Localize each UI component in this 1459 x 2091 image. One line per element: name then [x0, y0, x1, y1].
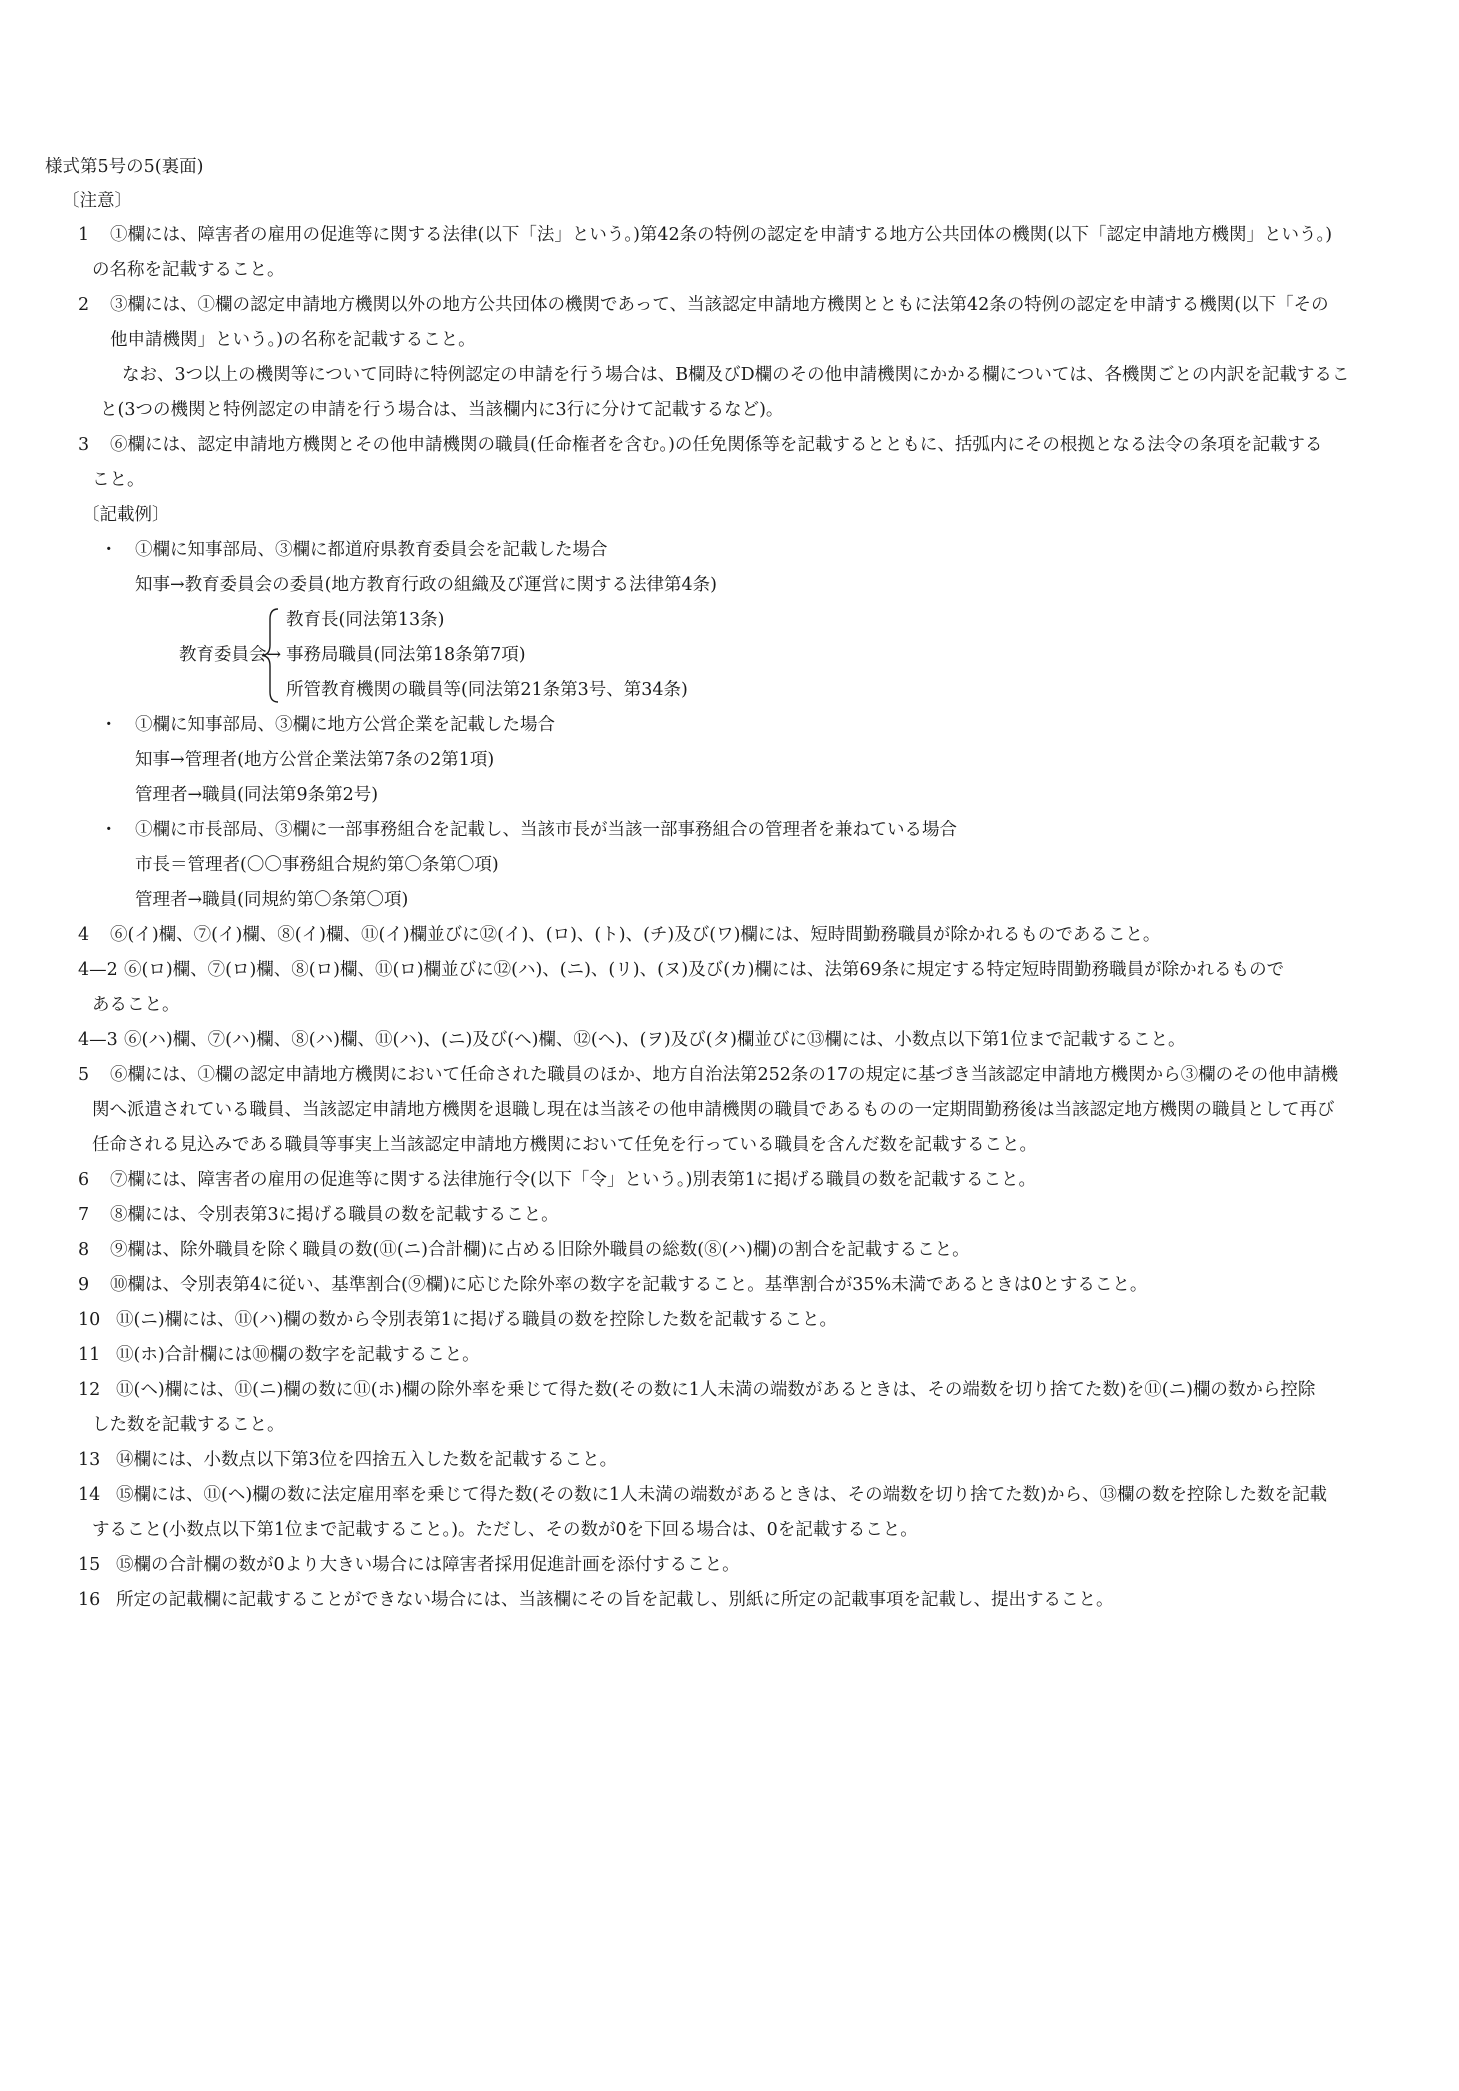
note-6	[0, 1163, 1459, 1198]
note-text: ⑪(ヘ)欄には、⑪(ニ)欄の数に⑪(ホ)欄の除外率を乗じて得た数(その数に1人未満の端数があるときは、その端数を切り捨てた数)を⑪(ニ)欄の数から控除	[116, 1380, 1316, 1400]
note-text: ⑪(ホ)合計欄には⑩欄の数字を記載すること。	[116, 1345, 480, 1365]
example-line: 知事→教育委員会の委員(地方教育行政の組織及び運営に関する法律第4条)	[135, 575, 717, 595]
note-text: 他申請機関」という。)の名称を記載すること。	[110, 330, 476, 350]
brace-item: 所管教育機関の職員等(同法第21条第3号、第34条)	[286, 680, 688, 700]
note-text: ⑥(イ)欄、⑦(イ)欄、⑧(イ)欄、⑪(イ)欄並びに⑫(イ)、(ロ)、(ト)、(チ)及び(ワ)欄には、短時間勤務職員が除かれるものであること。	[110, 925, 1161, 945]
note-number: 4—2	[78, 960, 118, 980]
brace-item: 事務局職員(同法第18条第7項)	[286, 645, 526, 665]
note-number: 14	[78, 1485, 101, 1505]
note-text: ⑥(ロ)欄、⑦(ロ)欄、⑧(ロ)欄、⑪(ロ)欄並びに⑫(ハ)、(ニ)、(リ)、(ヌ)及び(カ)欄には、法第69条に規定する特定短時間勤務職員が除かれるもので	[124, 960, 1285, 980]
example-block	[0, 498, 1459, 918]
note-text: ⑭欄には、小数点以下第3位を四捨五入した数を記載すること。	[116, 1450, 618, 1470]
note-number: 9	[78, 1275, 90, 1295]
note-9	[0, 1268, 1459, 1303]
note-text: した数を記載すること。	[92, 1415, 285, 1435]
example-item-2	[0, 708, 1459, 813]
note-text: ⑨欄は、除外職員を除く職員の数(⑪(ニ)合計欄)に占める旧除外職員の総数(⑧(ハ)欄)の割合を記載すること。	[110, 1240, 970, 1260]
note-13	[0, 1443, 1459, 1478]
example-line: 管理者→職員(同規約第〇条第〇項)	[135, 890, 409, 910]
note-text: ⑥(ハ)欄、⑦(ハ)欄、⑧(ハ)欄、⑪(ハ)、(ニ)及び(ヘ)欄、⑫(ヘ)、(ヲ)及び(タ)欄並びに⑬欄には、小数点以下第1位まで記載すること。	[124, 1030, 1186, 1050]
note-number: 4—3	[78, 1030, 118, 1050]
note-4-3	[0, 1023, 1459, 1058]
notes-heading: 〔注意〕	[62, 191, 132, 211]
example-line: 市長＝管理者(〇〇事務組合規約第〇条第〇項)	[135, 855, 499, 875]
note-number: 3	[78, 435, 90, 455]
form-title: 様式第5号の5(裏面)	[45, 157, 204, 177]
note-number: 5	[78, 1065, 90, 1085]
note-2	[0, 288, 1459, 428]
note-number: 7	[78, 1205, 90, 1225]
note-text: 所定の記載欄に記載することができない場合には、当該欄にその旨を記載し、別紙に所定の記載事項を記載し、提出すること。	[116, 1590, 1114, 1610]
note-number: 1	[78, 225, 90, 245]
note-number: 16	[78, 1590, 101, 1610]
note-1	[0, 218, 1459, 288]
note-text: ⑮欄の合計欄の数が0より大きい場合には障害者採用促進計画を添付すること。	[116, 1555, 740, 1575]
note-text: こと。	[92, 470, 145, 490]
note-text: すること(小数点以下第1位まで記載すること。)。ただし、その数が0を下回る場合は、0を記載すること。	[92, 1520, 918, 1540]
note-4-2	[0, 953, 1459, 1023]
bullet-icon: ・	[100, 540, 118, 560]
example-item-1	[0, 533, 1459, 603]
note-11	[0, 1338, 1459, 1373]
note-number: 12	[78, 1380, 101, 1400]
curly-brace-icon	[258, 603, 284, 708]
note-16	[0, 1583, 1459, 1618]
brace-items	[286, 603, 688, 708]
brace-label: 教育委員会→	[179, 645, 282, 665]
note-number: 6	[78, 1170, 90, 1190]
note-text: あること。	[92, 995, 180, 1015]
note-8	[0, 1233, 1459, 1268]
note-text: ⑪(ニ)欄には、⑪(ハ)欄の数から令別表第1に掲げる職員の数を控除した数を記載すること。	[116, 1310, 837, 1330]
note-text: 任命される見込みである職員等事実上当該認定申請地方機関において任免を行っている職員を含んだ数を記載すること。	[92, 1135, 1037, 1155]
note-12	[0, 1373, 1459, 1443]
note-text: ③欄には、①欄の認定申請地方機関以外の地方公共団体の機関であって、当該認定申請地方機関とともに法第42条の特例の認定を申請する機関(以下「その	[110, 295, 1329, 315]
note-10	[0, 1303, 1459, 1338]
note-14	[0, 1478, 1459, 1548]
note-number: 15	[78, 1555, 101, 1575]
note-number: 13	[78, 1450, 101, 1470]
example-case: ①欄に市長部局、③欄に一部事務組合を記載し、当該市長が当該一部事務組合の管理者を兼ねている場合	[135, 820, 958, 840]
note-text: の名称を記載すること。	[92, 260, 285, 280]
brace-group	[0, 603, 1459, 708]
note-text: ⑥欄には、①欄の認定申請地方機関において任命された職員のほか、地方自治法第252条の17の規定に基づき当該認定申請地方機関から③欄のその他申請機	[110, 1065, 1339, 1085]
note-text: 関へ派遣されている職員、当該認定申請地方機関を退職し現在は当該その他申請機関の職員であるものの一定期間勤務後は当該認定地方機関の職員として再び	[92, 1100, 1335, 1120]
example-case: ①欄に知事部局、③欄に都道府県教育委員会を記載した場合	[135, 540, 608, 560]
note-text: ⑦欄には、障害者の雇用の促進等に関する法律施行令(以下「令」という。)別表第1に掲げる職員の数を記載すること。	[110, 1170, 1037, 1190]
bullet-icon: ・	[100, 715, 118, 735]
note-text: ①欄には、障害者の雇用の促進等に関する法律(以下「法」という。)第42条の特例の認定を申請する地方公共団体の機関(以下「認定申請地方機関」という。)	[110, 225, 1333, 245]
note-4	[0, 918, 1459, 953]
note-paragraph: なお、3つ以上の機関等について同時に特例認定の申請を行う場合は、B欄及びD欄のその他申請機関にかかる欄については、各機関ごとの内訳を記載するこ	[122, 365, 1350, 385]
example-heading: 〔記載例〕	[82, 505, 170, 525]
brace-item: 教育長(同法第13条)	[286, 610, 445, 630]
note-3	[0, 428, 1459, 498]
notes-list	[0, 218, 1459, 1618]
example-line: 知事→管理者(地方公営企業法第7条の2第1項)	[135, 750, 495, 770]
note-number: 4	[78, 925, 90, 945]
note-number: 10	[78, 1310, 101, 1330]
note-text: ⑧欄には、令別表第3に掲げる職員の数を記載すること。	[110, 1205, 559, 1225]
note-number: 8	[78, 1240, 90, 1260]
note-number: 11	[78, 1345, 101, 1365]
note-text: ⑥欄には、認定申請地方機関とその他申請機関の職員(任命権者を含む。)の任免関係等を記載するとともに、括弧内にその根拠となる法令の条項を記載する	[110, 435, 1323, 455]
bullet-icon: ・	[100, 820, 118, 840]
note-number: 2	[78, 295, 90, 315]
note-text: ⑮欄には、⑪(ヘ)欄の数に法定雇用率を乗じて得た数(その数に1人未満の端数があるときは、その端数を切り捨てた数)から、⑬欄の数を控除した数を記載	[116, 1485, 1327, 1505]
example-case: ①欄に知事部局、③欄に地方公営企業を記載した場合	[135, 715, 555, 735]
note-5	[0, 1058, 1459, 1163]
note-7	[0, 1198, 1459, 1233]
example-item-3	[0, 813, 1459, 918]
note-15	[0, 1548, 1459, 1583]
example-line: 管理者→職員(同法第9条第2号)	[135, 785, 379, 805]
note-paragraph: と(3つの機関と特例認定の申請を行う場合は、当該欄内に3行に分けて記載するなど)。	[100, 400, 784, 420]
note-text: ⑩欄は、令別表第4に従い、基準割合(⑨欄)に応じた除外率の数字を記載すること。基準割合が35%未満であるときは0とすること。	[110, 1275, 1148, 1295]
